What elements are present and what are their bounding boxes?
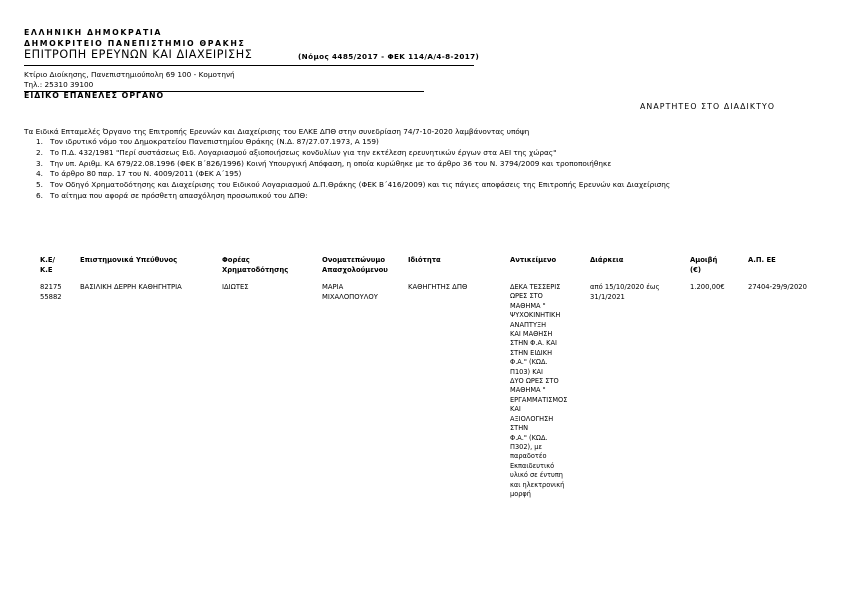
col-header-ke: Κ.Ε/ Κ.Ε — [40, 256, 55, 274]
consideration-item: 3. Την υπ. Αριθμ. ΚΑ 679/22.08.1996 (ΦΕΚ Β΄826/1996) Κοινή Υπουργική Απόφαση, η οποία κυρώθηκε με το άρθρο 36 του Ν. 3794/2009 και τροποποιήθηκε — [36, 158, 612, 168]
consideration-item: 2. Το Π.Δ. 432/1981 "Περί συστάσεως Ειδ. Λογαριασμού αξιοποιήσεως κονδυλίων για την εκτέλεση ερευνητικών έργων στα ΑΕΙ της χώρας" — [36, 147, 557, 157]
col-header-ap-ee: Α.Π. ΕΕ — [748, 256, 776, 264]
col-header-funder: Φορέας Χρηματοδότησης — [222, 256, 289, 274]
cell-capacity: ΚΑΘΗΓΗΤΗΣ ΔΠΘ — [408, 283, 468, 291]
cell-duration: από 15/10/2020 έως 31/1/2021 — [590, 283, 660, 301]
cell-funder: ΙΔΙΩΤΕΣ — [222, 283, 249, 291]
consideration-item: 4. Το άρθρο 80 παρ. 17 του Ν. 4009/2011 (ΦΕΚ Α΄195) — [36, 169, 242, 179]
col-header-duration: Διάρκεια — [590, 256, 624, 264]
cell-ap-ee: 27404-29/9/2020 — [748, 283, 807, 291]
cell-ke: 82175 55882 — [40, 283, 62, 301]
col-header-capacity: Ιδιότητα — [408, 256, 441, 264]
col-header-subject: Αντικείμενο — [510, 256, 557, 264]
header-committee: ΕΠΙΤΡΟΠΗ ΕΡΕΥΝΩΝ ΚΑΙ ΔΙΑΧΕΙΡΙΣΗΣ — [24, 48, 253, 61]
col-header-employee: Ονοματεπώνυμο Απασχολούμενου — [322, 256, 388, 274]
header-organ: ΕΙΔΙΚΟ ΕΠΑΝΕΛΕΣ ΟΡΓΑΝΟ — [24, 91, 165, 100]
header-rule-1 — [24, 65, 474, 66]
header-law-reference: (Νόμος 4485/2017 - ΦΕΚ 114/Α/4-8-2017) — [298, 52, 480, 61]
cell-responsible: ΒΑΣΙΛΙΚΗ ΔΕΡΡΗ ΚΑΘΗΓΗΤΡΙΑ — [80, 283, 182, 291]
header-address: Κτίριο Διοίκησης, Πανεπιστημιούπολη 69 100 - Κομοτηνή — [24, 70, 235, 79]
cell-subject: ΔΕΚΑ ΤΕΣΣΕΡΙΣ ΩΡΕΣ ΣΤΟ ΜΑΘΗΜΑ " ΨΥΧΟΚΙΝΗΤΙΚΗ ΑΝΑΠΤΥΞΗ ΚΑΙ ΜΑΘΗΣΗ ΣΤΗΝ Φ.Α. ΚΑΙ ΣΤΗΝ ΕΙΔΙΚΗ Φ.Α." (ΚΩΔ. Π103) ΚΑΙ ΔΥΟ ΩΡΕΣ ΣΤΟ ΜΑΘΗΜΑ " ΕΡΓΑΜΜΑΤΙΣΜΟΣ ΚΑΙ ΑΞΙΟΛΟΓΗΣΗ ΣΤΗΝ Φ.Α." (ΚΩΔ. Π302), με παραδοτέο Εκπαιδευτικό υλικό σε έντυπη και ηλεκτρονική μορφή — [510, 283, 568, 498]
col-header-fee: Αμοιβή (€) — [690, 256, 718, 274]
posting-note: ΑΝΑΡΤΗΤΕΟ ΣΤΟ ΔΙΑΔΙΚΤΥΟ — [640, 102, 776, 111]
col-header-responsible: Επιστημονικά Υπεύθυνος — [80, 256, 178, 264]
consideration-item: 6. Το αίτημα που αφορά σε πρόσθετη απασχόληση προσωπικού του ΔΠΘ: — [36, 190, 308, 200]
cell-employee: ΜΑΡΙΑ ΜΙΧΑΛΟΠΟΥΛΟΥ — [322, 283, 378, 301]
cell-fee: 1.200,00€ — [690, 283, 725, 291]
header-university: ΔΗΜΟΚΡΙΤΕΙΟ ΠΑΝΕΠΙΣΤΗΜΙΟ ΘΡΑΚΗΣ — [24, 39, 246, 48]
consideration-item: 1. Τον ιδρυτικό νόμο του Δημοκρατείου Πανεπιστημίου Θράκης (Ν.Δ. 87/27.07.1973, Α 159) — [36, 137, 379, 146]
intro-paragraph: Τα Ειδικά Επταμελές Όργανο της Επιτροπής Ερευνών και Διαχείρισης του ΕΛΚΕ ΔΠΘ στην συνεδρίαση 74/7-10-2020 λαμβάνοντας υπόψη — [24, 127, 530, 136]
considerations-list — [24, 137, 790, 202]
header-phone: Τηλ.: 25310 39100 — [24, 80, 94, 89]
header-greek-republic: ΕΛΛΗΝΙΚΗ ΔΗΜΟΚΡΑΤΙΑ — [24, 28, 163, 37]
consideration-item: 5. Τον Οδηγό Χρηματοδότησης και Διαχείρισης του Ειδικού Λογαριασμού Δ.Π.Θράκης (ΦΕΚ Β΄416/2009) και τις πάγιες αποφάσεις της Επιτροπής Ερευνών και Διαχείρισης — [36, 180, 671, 190]
